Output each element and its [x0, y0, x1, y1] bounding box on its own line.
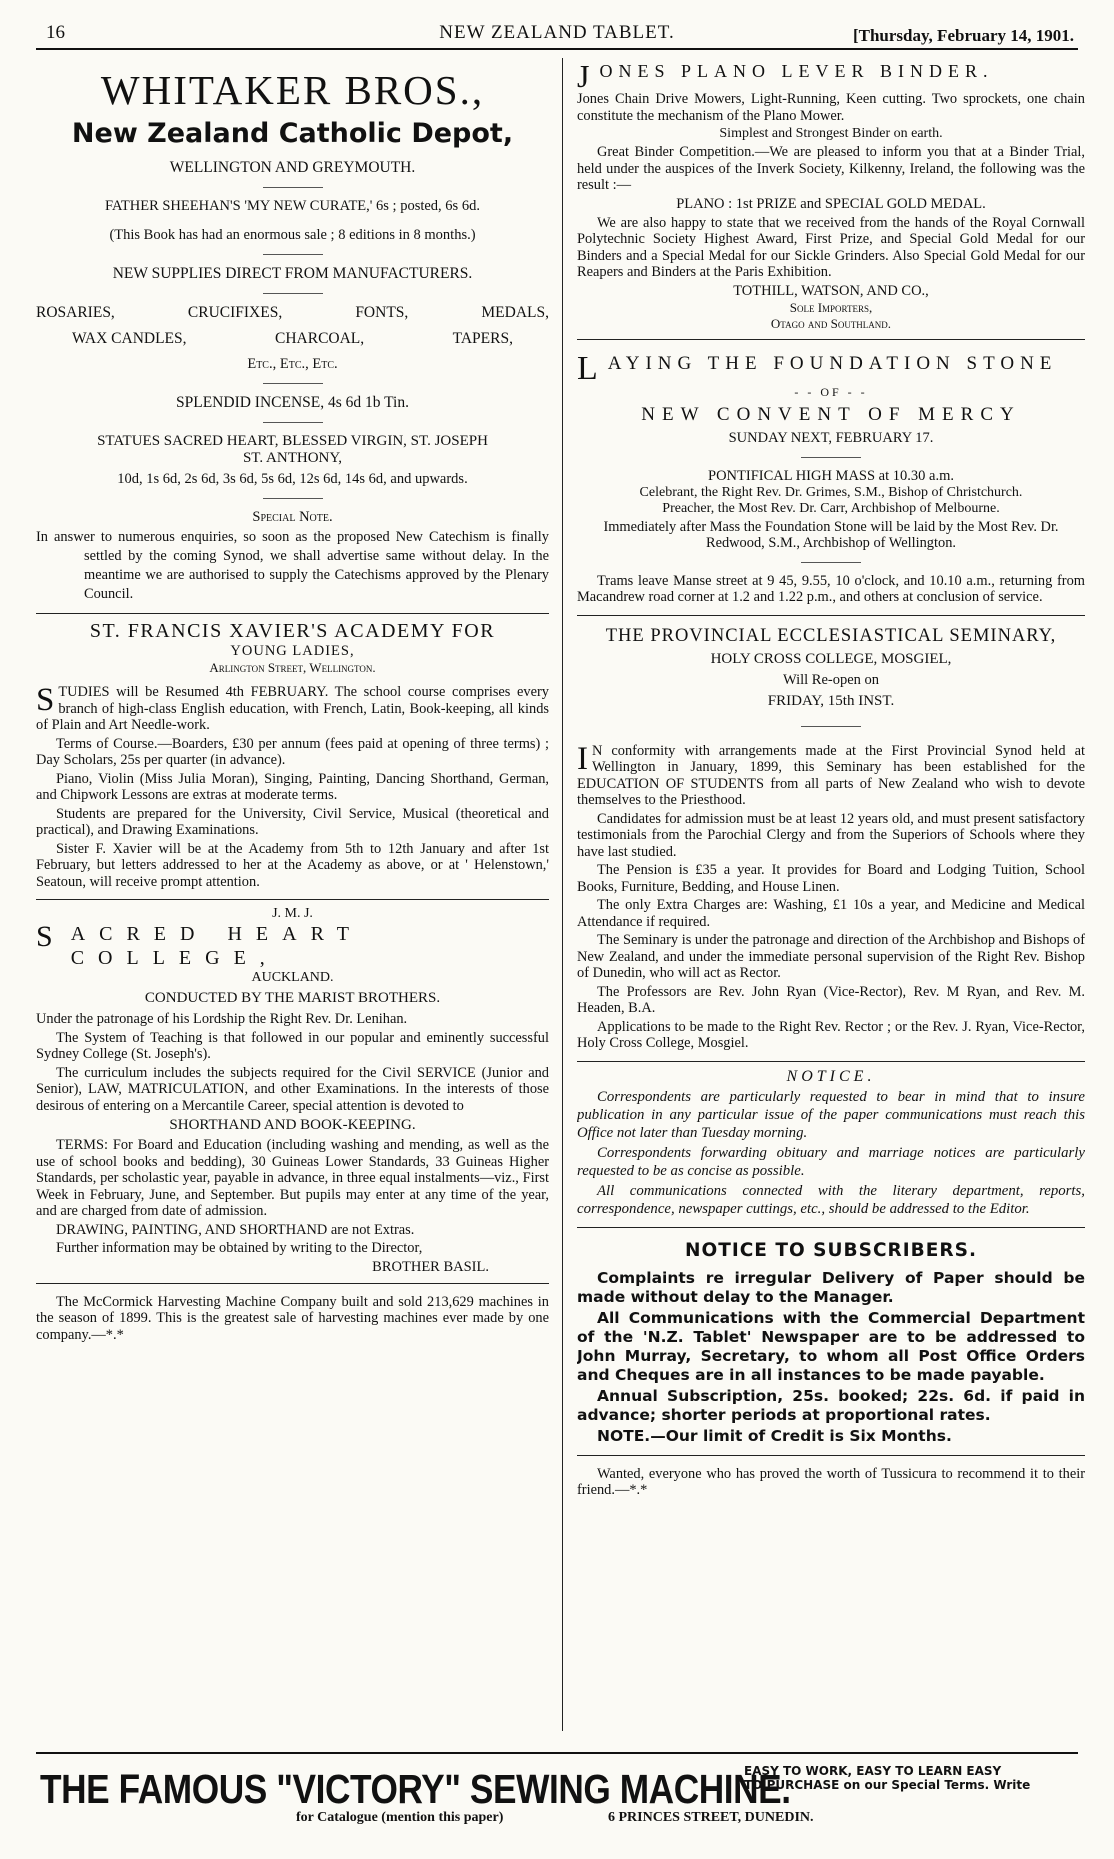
xavier-p5: Sister F. Xavier will be at the Academy from 5th to 12th January and after 1st February, but letters addressed to her at the Academy as above, or at ' Helenstown,' Seatoun, will receive prompt attention. — [36, 840, 549, 890]
drop-cap: J — [577, 58, 596, 94]
page-number: 16 — [46, 22, 65, 43]
seminary-p2: Candidates for admission must be at least 12 years old, and must present satisfactory testimonials from the Parochial Clergy and from the Superiors of Schools where they have last studied. — [577, 810, 1085, 860]
whitaker-prices: 10d, 1s 6d, 2s 6d, 3s 6d, 5s 6d, 12s 6d, 14s 6d, and upwards. — [117, 471, 468, 487]
sewing-machine-terms — [744, 1764, 1030, 1792]
sewing-machine-advert — [36, 1752, 1078, 1840]
divider — [263, 293, 323, 294]
notice-p1: Correspondents are particularly requested to bear in mind that to insure publication in any particular issue of the paper communications must reach this Office not later than Tuesday morning. — [577, 1088, 1085, 1141]
foundation-mass: PONTIFICAL HIGH MASS at 10.30 a.m. — [708, 467, 954, 484]
divider — [801, 457, 861, 458]
foundation-title — [577, 349, 1085, 387]
foundation-date: SUNDAY NEXT, FEBRUARY 17. — [728, 429, 934, 446]
page-header — [36, 18, 1078, 50]
subscribers-notice — [577, 1232, 1085, 1456]
foundation-trams: Trams leave Manse street at 9 45, 9.55, 10 o'clock, and 10.10 a.m., returning from Macandrew road corner at 1.2 and 1.22 p.m., and others at conclusion of service. — [577, 572, 1085, 605]
notice-title: NOTICE. — [786, 1067, 876, 1085]
item: TAPERS, — [452, 330, 513, 347]
sacred-p5: DRAWING, PAINTING, AND SHORTHAND are not Extras. — [56, 1221, 415, 1238]
whitaker-advert — [36, 58, 549, 614]
foundation-celebrant: Celebrant, the Right Rev. Dr. Grimes, S.M., Bishop of Christchurch. — [639, 484, 1023, 500]
sacred-city: AUCKLAND. — [251, 970, 334, 985]
whitaker-statues-2: ST. ANTHONY, — [242, 450, 343, 466]
jones-p4: We are also happy to state that we received from the hands of the Royal Cornwall Polytechnic Society Highest Award, First Prize, and Special Gold Medal for our Binders and a Special Medal for our Sickle Grinders. Also Special Gold Medal for our Reapers and Binders at the Paris Exhibition. — [577, 214, 1085, 280]
terms-line-1: EASY TO WORK, EASY TO LEARN EASY — [744, 1764, 1002, 1778]
seminary-p3: The Pension is £35 a year. It provides for Board and Lodging Tuition, School Books, Furniture, Bedding, and House Linen. — [577, 862, 1085, 895]
seminary-p1 — [577, 740, 1085, 809]
whitaker-subtitle: New Zealand Catholic Depot, — [71, 118, 514, 149]
notice-p2: Correspondents forwarding obituary and marriage notices are particularly requested to be as concise as possible. — [577, 1144, 1085, 1179]
subscribers-p1: Complaints re irregular Delivery of Paper should be made without delay to the Manager. — [577, 1268, 1085, 1306]
jones-sig1: TOTHILL, WATSON, AND CO., — [733, 282, 929, 299]
drop-cap: I — [577, 740, 588, 777]
subscribers-title: NOTICE TO SUBSCRIBERS. — [685, 1239, 977, 1261]
seminary-p7: Applications to be made to the Right Rev. Rector ; or the Rev. J. Ryan, Vice-Rector, Holy Cross College, Mosgiel. — [577, 1018, 1085, 1051]
seminary-reopen: Will Re-open on — [782, 671, 880, 688]
whitaker-items-row1 — [36, 304, 549, 322]
sacred-heart-advert — [36, 904, 549, 1284]
sacred-title-text: ACRED HEART COLLEGE, — [70, 923, 363, 969]
divider — [263, 422, 323, 423]
whitaker-etc: Etc., Etc., Etc. — [247, 356, 338, 372]
whitaker-book-line: FATHER SHEEHAN'S 'MY NEW CURATE,' 6s ; posted, 6s 6d. — [105, 198, 480, 214]
drop-cap: S — [36, 682, 55, 718]
jones-sig3: Otago and Southland. — [770, 315, 892, 331]
item: CRUCIFIXES, — [187, 304, 283, 321]
item: FONTS, — [355, 304, 409, 321]
xavier-p4: Students are prepared for the University, Civil Service, Musical (theoretical and practical), and Drawing Examinations. — [36, 805, 549, 838]
xavier-p3: Piano, Violin (Miss Julia Moran), Singing, Painting, Dancing Shorthand, German, and Chipwork Lessons are extras at moderate terms. — [36, 770, 549, 803]
sacred-p3: The curriculum includes the subjects required for the Civil SERVICE (Junior and Senior), LAW, MATRICULATION, and other Examinations. In the interests of those desirous of entering on a Mercantile Career, special attention is devoted to — [36, 1064, 549, 1114]
tussicura-text: Wanted, everyone who has proved the worth of Tussicura to recommend it to their friend.—*.* — [577, 1465, 1085, 1498]
right-column — [577, 58, 1085, 1731]
item: CHARCOAL, — [275, 330, 365, 347]
sacred-p6: Further information may be obtained by writing to the Director, — [56, 1240, 423, 1256]
whitaker-book-note: (This Book has had an enormous sale ; 8 editions in 8 months.) — [109, 227, 476, 243]
mccormick-text: The McCormick Harvesting Machine Company built and sold 213,629 machines in the season of 1899. This is the greatest sale of harvesting machines ever made by one company.—*.* — [36, 1293, 549, 1343]
seminary-p6: The Professors are Rev. John Ryan (Vice-Rector), Rev. M Ryan, and Rev. M. Headen, B.A. — [577, 983, 1085, 1016]
foundation-of: - - OF - - — [794, 384, 868, 399]
jones-advert — [577, 58, 1085, 340]
divider — [263, 383, 323, 384]
jones-p3: PLANO : 1st PRIZE and SPECIAL GOLD MEDAL. — [676, 195, 986, 212]
text: TUDIES will be Resumed 4th FEBRUARY. The school course comprises every branch of high-class English education, with French, Latin, Book-keeping, all kinds of Plain and Art Needle-work. — [36, 684, 549, 733]
sacred-signature: BROTHER BASIL. — [372, 1258, 489, 1275]
notice-section — [577, 1066, 1085, 1228]
whitaker-title: WHITAKER BROS., — [100, 67, 485, 113]
special-note-text: In answer to numerous enquiries, so soon as the proposed New Catechism is finally settled by the coming Synod, we shall advertise same without delay. In the meantime we are authorised to supply the Catechisms approved by the Plenary Council. — [36, 529, 549, 602]
special-note-title: Special Note. — [252, 509, 333, 525]
sacred-conducted: CONDUCTED BY THE MARIST BROTHERS. — [144, 990, 441, 1006]
sacred-p4: TERMS: For Board and Education (including washing and mending, as well as the use of school books and bedding), 30 Guineas Lower Standards, 33 Guineas Higher Standards, per scholastic year, payable in advance, in three equal instalments—viz., First Week in February, June, and September. But pupils may enter at any time of the year, and are charged from date of admission. — [36, 1137, 549, 1219]
xavier-address: Arlington Street, Wellington. — [209, 660, 376, 675]
drop-cap: L — [577, 349, 604, 387]
divider — [263, 187, 323, 188]
jones-p2: Great Binder Competition.—We are pleased to inform you that at a Binder Trial, held under the auspices of the Inverk Society, Kilkenny, Ireland, the following was the result :— — [577, 144, 1085, 193]
sacred-p2: The System of Teaching is that followed in our popular and eminently successful Sydney College (St. Joseph's). — [36, 1029, 549, 1062]
terms-line-2: TO PURCHASE on our Special Terms. Write — [744, 1778, 1031, 1792]
seminary-advert — [577, 620, 1085, 1062]
jones-p1: Jones Chain Drive Mowers, Light-Running, Keen cutting. Two sprockets, one chain constitute the mechanism of the Plano Mower. — [577, 91, 1085, 124]
jones-p1b: Simplest and Strongest Binder on earth. — [719, 126, 943, 141]
sewing-machine-address: 6 PRINCES STREET, DUNEDIN. — [608, 1810, 814, 1825]
sacred-shorthand: SHORTHAND AND BOOK-KEEPING. — [169, 1117, 416, 1133]
sewing-machine-headline: THE FAMOUS "VICTORY" SEWING MACHINE. — [40, 1766, 791, 1812]
drop-cap: S — [36, 920, 67, 953]
jones-title-text: ONES PLANO LEVER BINDER. — [599, 61, 994, 81]
subscribers-p3: Annual Subscription, 25s. booked; 22s. 6d. if paid in advance; shorter periods at proportional rates. — [577, 1386, 1085, 1424]
xavier-title: ST. FRANCIS XAVIER'S ACADEMY FOR — [89, 620, 496, 642]
whitaker-statues: STATUES SACRED HEART, BLESSED VIRGIN, ST. JOSEPH — [97, 433, 488, 449]
divider — [263, 498, 323, 499]
xavier-p2: Terms of Course.—Boarders, £30 per annum (fees paid at opening of three terms) ; Day Scholars, 25s per quarter (in advance). — [36, 735, 549, 768]
foundation-preacher: Preacher, the Most Rev. Dr. Carr, Archbishop of Melbourne. — [662, 500, 1000, 516]
seminary-college: HOLY CROSS COLLEGE, MOSGIEL, — [710, 650, 952, 667]
divider — [801, 562, 861, 563]
item: MEDALS, — [481, 304, 549, 321]
masthead: NEW ZEALAND TABLET. — [439, 22, 675, 43]
whitaker-items-row2 — [36, 330, 549, 348]
whitaker-location: WELLINGTON AND GREYMOUTH. — [169, 159, 416, 176]
left-column — [36, 58, 549, 1731]
item: ROSARIES, — [36, 304, 115, 321]
seminary-p4: The only Extra Charges are: Washing, £1 10s a year, and Medicine and Medical Attendance if required. — [577, 897, 1085, 930]
foundation-advert — [577, 344, 1085, 616]
divider — [801, 726, 861, 727]
sacred-p1: Under the patronage of his Lordship the Right Rev. Dr. Lenihan. — [36, 1011, 408, 1027]
jones-sig2: Sole Importers, — [789, 299, 873, 315]
mccormick-notice — [36, 1288, 549, 1344]
seminary-title: THE PROVINCIAL ECCLESIASTICAL SEMINARY, — [605, 625, 1057, 646]
sacred-title — [36, 922, 549, 970]
seminary-date: FRIDAY, 15th INST. — [767, 692, 895, 709]
foundation-after: Immediately after Mass the Foundation Stone will be laid by the Most Rev. Dr. Redwood, S.M., Archbishop of Wellington. — [603, 518, 1059, 551]
jones-title — [577, 58, 1085, 94]
sewing-machine-catalogue: for Catalogue (mention this paper) — [296, 1810, 504, 1825]
seminary-p5: The Seminary is under the patronage and direction of the Archbishop and Bishops of New Zealand, and under the immediate personal supervision of the Right Rev. Bishop of Dunedin, who will act as Rector. — [577, 932, 1085, 981]
sacred-jmj: J. M. J. — [272, 906, 313, 921]
whitaker-supplies: NEW SUPPLIES DIRECT FROM MANUFACTURERS. — [112, 265, 473, 282]
notice-p3: All communications connected with the literary department, reports, correspondence, newspaper cuttings, etc., should be addressed to the Editor. — [577, 1182, 1085, 1217]
text: N conformity with arrangements made at the First Provincial Synod held at Wellington in January, 1899, this Seminary has been established for the EDUCATION OF STUDENTS from all parts of New Zealand who wish to devote themselves to the Priesthood. — [577, 742, 1085, 808]
item: WAX CANDLES, — [72, 330, 187, 347]
whitaker-incense: SPLENDID INCENSE, 4s 6d 1b Tin. — [176, 394, 409, 411]
foundation-title-text: AYING THE FOUNDATION STONE — [607, 352, 1058, 374]
subscribers-p2: All Communications with the Commercial Department of the 'N.Z. Tablet' Newspaper are to be addressed to John Murray, Secretary, to whom all Post Office Orders and Cheques are in all instances to be made payable. — [577, 1308, 1085, 1384]
subscribers-p4: NOTE.—Our limit of Credit is Six Months. — [597, 1426, 952, 1445]
tussicura-notice — [577, 1460, 1085, 1499]
column-divider — [562, 58, 563, 1731]
xavier-subtitle: YOUNG LADIES, — [230, 643, 355, 659]
issue-date: [Thursday, February 14, 1901. — [852, 26, 1074, 45]
foundation-title2: NEW CONVENT OF MERCY — [641, 403, 1021, 425]
divider — [263, 254, 323, 255]
xavier-p1 — [36, 684, 549, 734]
xavier-advert — [36, 618, 549, 900]
